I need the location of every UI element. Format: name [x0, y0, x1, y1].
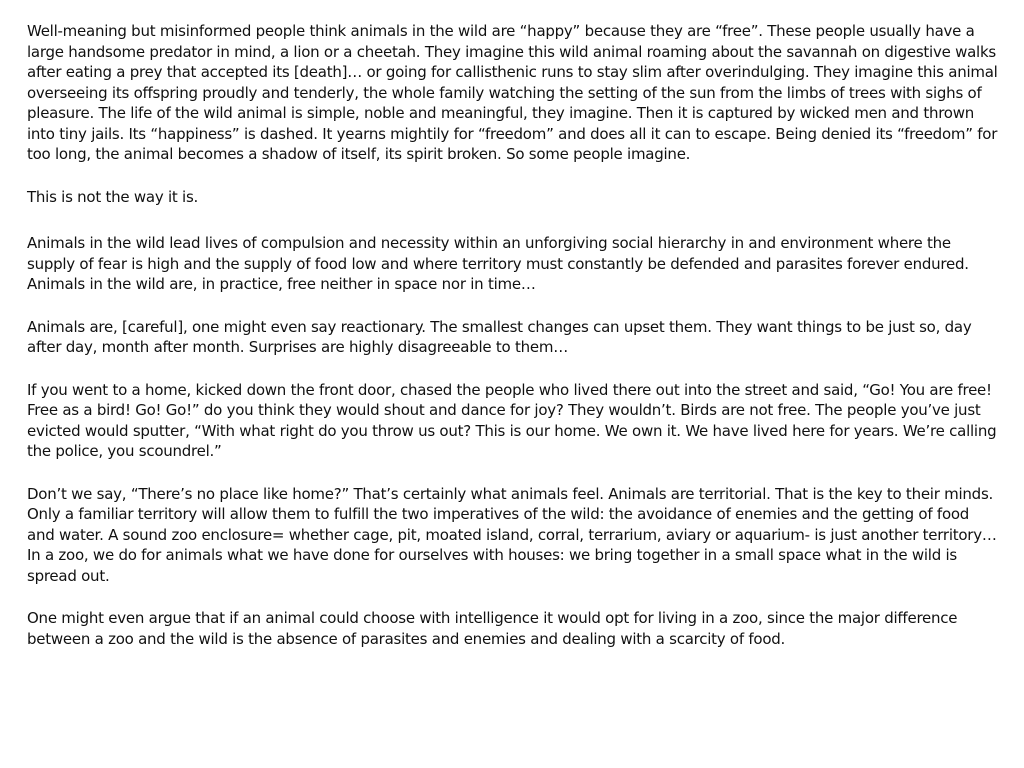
- paragraph-not-the-way: This is not the way it is.: [27, 187, 199, 206]
- paragraph-wild-lives: Animals in the wild lead lives of compulsion and necessity within an unforgiving social hierarchy in and environment where the supply of fear is high and the supply of food low and where territory must constantly be defended and parasites forever endured. Animals in the wild are, in practice, free neither in space nor in time…: [27, 234, 969, 293]
- paragraph-home-analogy: If you went to a home, kicked down the front door, chased the people who lived there out into the street and said, “Go! You are free! Free as a bird! Go! Go!” do you think they would shout and dance for joy? They wouldn’t. Birds are not free. The people you’ve just evicted would sputter, “With what right do you throw us out? This is our home. We own it. We have lived here for years. We’re calling the police, you scoundrel.”: [27, 380, 997, 460]
- paragraph-reactionary: Animals are, [careful], one might even say reactionary. The smallest changes can upset them. They want things to be just so, day after day, month after month. Surprises are highly disagreeable to them…: [27, 317, 972, 356]
- document-body: [27, 21, 1001, 671]
- paragraph-territory: Don’t we say, “There’s no place like home?” That’s certainly what animals feel. Animals are territorial. That is the key to their minds. Only a familiar territory will allow them to fulfill the two imperatives of the wild: the avoidance of enemies and the getting of food and water. A sound zoo enclosure= whether cage, pit, moated island, corral, terrarium, aviary or aquarium- is just another territory… In a zoo, we do for animals what we have done for ourselves with houses: we bring together in a small space what in the wild is spread out.: [27, 484, 997, 585]
- paragraph-zoo-choice: One might even argue that if an animal could choose with intelligence it would opt for living in a zoo, since the major difference between a zoo and the wild is the absence of parasites and enemies and dealing with a scarcity of food.: [27, 609, 958, 648]
- paragraph-free-animals-myth: Well-meaning but misinformed people think animals in the wild are “happy” because they are “free”. These people usually have a large handsome predator in mind, a lion or a cheetah. They imagine this wild animal roaming about the savannah on digestive walks after eating a prey that accepted its [death]… or going for callisthenic runs to stay slim after overindulging. They imagine this animal overseeing its offspring proudly and tenderly, the whole family watching the setting of the sun from the limbs of trees with sighs of pleasure. The life of the wild animal is simple, noble and meaningful, they imagine. Then it is captured by wicked men and thrown into tiny jails. Its “happiness” is dashed. It yearns mightily for “freedom” and does all it can to escape. Being denied its “freedom” for too long, the animal becomes a shadow of itself, its spirit broken. So some people imagine.: [27, 22, 998, 163]
